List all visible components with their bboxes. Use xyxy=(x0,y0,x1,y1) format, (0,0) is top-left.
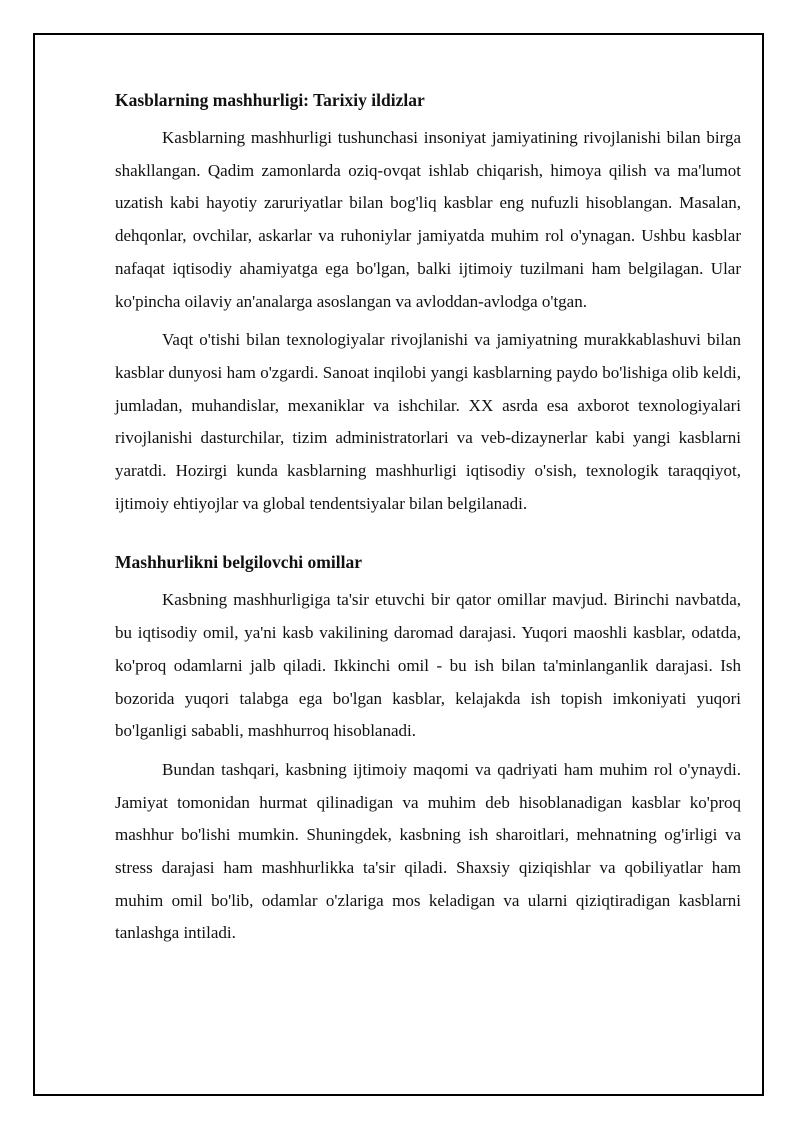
paragraph: Vaqt o'tishi bilan texnologiyalar rivojlanishi va jamiyatning murakkablashuvi bilan kasblar dunyosi ham o'zgardi. Sanoat inqilobi yangi kasblarning paydo bo'lishiga olib keldi, jumladan, muhandislar, mexaniklar va ishchilar. XX asrda esa axborot texnologiyalari rivojlanishi dasturchilar, tizim administratorlari va veb-dizaynerlar kabi yangi kasblarni yaratdi. Hozirgi kunda kasblarning mashhurligi iqtisodiy o'sish, texnologik taraqqiyot, ijtimoiy ehtiyojlar va global tendentsiyalar bilan belgilanadi. xyxy=(115,330,741,513)
paragraph: Bundan tashqari, kasbning ijtimoiy maqomi va qadriyati ham muhim rol o'ynaydi. Jamiyat tomonidan hurmat qilinadigan va muhim deb hisoblanadigan kasblar ko'proq mashhur bo'lishi mumkin. Shuningdek, kasbning ish sharoitlari, mehnatning og'irligi va stress darajasi ham mashhurlikka ta'sir qiladi. Shaxsiy qiziqishlar va qobiliyatlar ham muhim omil bo'lib, odamlar o'zlariga mos keladigan va ularni qiziqtiradigan kasblarni tanlashga intiladi. xyxy=(115,759,741,943)
section-heading-historical-roots: Kasblarning mashhurligi: Tarixiy ildizlar xyxy=(115,90,425,110)
document-body xyxy=(115,84,741,950)
paragraph: Kasblarning mashhurligi tushunchasi insoniyat jamiyatining rivojlanishi bilan birga shakllangan. Qadim zamonlarda oziq-ovqat ishlab chiqarish, himoya qilish va ma'lumot uzatish kabi hayotiy zaruriyatlar bilan bog'liq kasblar eng nufuzli hisoblangan. Masalan, dehqonlar, ovchilar, askarlar va ruhoniylar jamiyatda muhim rol o'ynagan. Ushbu kasblar nafaqat iqtisodiy ahamiyatga ega bo'lgan, balki ijtimoiy tuzilmani ham belgilagan. Ular ko'pincha oilaviy an'analarga asoslangan va avloddan-avlodga o'tgan. xyxy=(115,128,741,311)
section-heading-popularity-factors: Mashhurlikni belgilovchi omillar xyxy=(115,552,362,573)
paragraph: Kasbning mashhurligiga ta'sir etuvchi bir qator omillar mavjud. Birinchi navbatda, bu iqtisodiy omil, ya'ni kasb vakilining daromad darajasi. Yuqori maoshli kasblar, odatda, ko'proq odamlarni jalb qiladi. Ikkinchi omil - bu ish bilan ta'minlanganlik darajasi. Ish bozorida yuqori talabga ega bo'lgan kasblar, kelajakda ish topish imkoniyati yuqori bo'lganligi sababli, mashhurroq hisoblanadi. xyxy=(115,590,741,741)
